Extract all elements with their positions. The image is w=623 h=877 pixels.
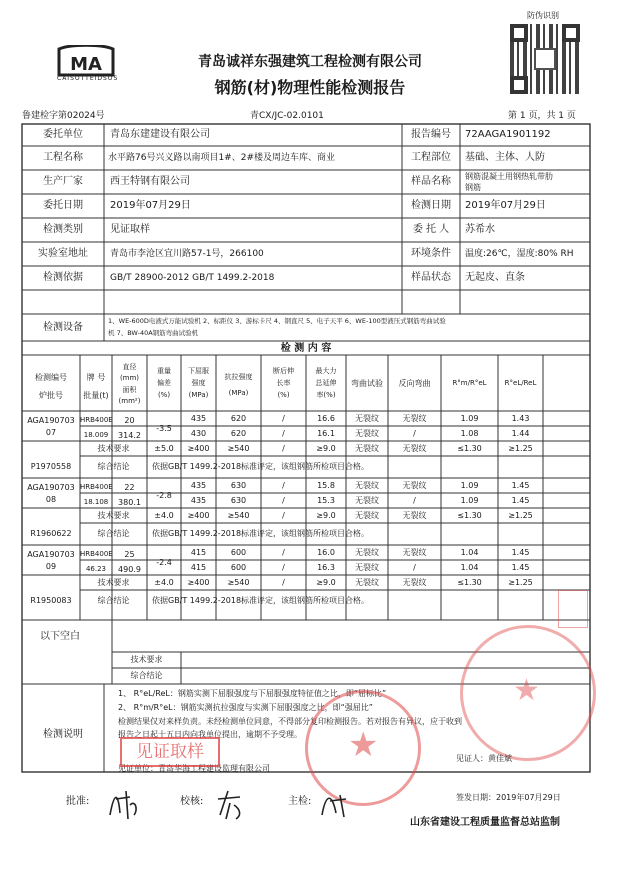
client-label: 委托单位 <box>43 129 83 140</box>
result-cell: 15.8 <box>317 481 335 490</box>
sample-name-label: 样品名称 <box>411 176 451 187</box>
col-diameter: 直径 <box>122 363 137 371</box>
tech-req-cell: 无裂纹 <box>402 511 427 520</box>
main-inspector-label: 主检: <box>288 796 312 807</box>
result-cell: / <box>282 481 285 490</box>
col-grade: 牌 号 <box>86 373 106 382</box>
qr-label: 防伪识别 <box>527 11 559 20</box>
col-ratio-2: R°eL/ReL <box>504 379 537 387</box>
sample-name-value-1: 钢筋混凝土用钢热轧带肋 <box>465 172 553 181</box>
report-no-label: 报告编号 <box>411 129 451 140</box>
sample-batch: 46.23 <box>85 565 107 573</box>
conclusion-text: 依据GB/T 1499.2-2018标准评定，该组钢筋所检项目合格。 <box>152 596 370 605</box>
col-tensile-unit: (MPa) <box>228 389 249 397</box>
conclusion-text: 依据GB/T 1499.2-2018标准评定，该组钢筋所检项目合格。 <box>152 462 370 471</box>
logo-text: MA <box>70 54 102 75</box>
sample-diameter: 20 <box>124 416 135 425</box>
result-cell: 620 <box>230 414 247 423</box>
tech-req-label: 技术要求 <box>97 444 130 453</box>
sample-name-value-2: 钢筋 <box>465 183 481 192</box>
result-cell: / <box>282 548 285 557</box>
sample-area: 314.2 <box>118 431 141 440</box>
maker-value: 西王特钢有限公司 <box>110 176 190 187</box>
tech-req-cell: ≤1.30 <box>457 578 482 587</box>
result-cell: 16.1 <box>317 429 335 438</box>
environment-value: 温度:26℃，湿度:80% RH <box>465 249 574 259</box>
result-cell: 1.45 <box>511 481 530 490</box>
note-4: 报告之日起十五日内向我单位提出，逾期不予受理。 <box>118 730 302 739</box>
tech-req-cell: ≥1.25 <box>508 511 533 520</box>
result-cell: 15.3 <box>317 496 335 505</box>
company-name: 青岛诚祥东强建筑工程检测有限公司 <box>198 54 422 70</box>
page-info: 第 1 页，共 1 页 <box>508 111 576 121</box>
col-ratio-1: R°m/R°eL <box>452 379 487 387</box>
maker-label: 生产厂家 <box>43 176 83 187</box>
col-yield-2: 强度 <box>191 379 206 387</box>
result-cell: 1.43 <box>511 414 530 423</box>
tech-req-cell: ≤1.30 <box>457 444 482 453</box>
blank-marker: 以下空白 <box>40 631 80 642</box>
tech-req-cell: 无裂纹 <box>355 444 379 453</box>
tech-req-cell: 无裂纹 <box>402 578 427 587</box>
sample-weight-dev: -2.8 <box>156 491 172 500</box>
result-cell: 600 <box>230 548 247 557</box>
basis-label: 检测依据 <box>43 272 83 283</box>
sample-batch: 18.009 <box>83 431 109 439</box>
cert-number: 鲁建检字第02024号 <box>22 111 105 121</box>
col-elongation-2: 长率 <box>276 379 291 387</box>
state-label: 样品状态 <box>411 272 451 283</box>
result-cell: 1.09 <box>460 496 479 505</box>
result-cell: 435 <box>190 414 207 423</box>
tech-req-cell: ≥540 <box>227 578 250 587</box>
sample-test-no-suffix: 08 <box>45 495 57 504</box>
tech-req-cell: / <box>282 578 285 587</box>
sample-area: 490.9 <box>118 565 141 574</box>
tech-req-cell: / <box>282 511 285 520</box>
form-code: 青CX/JC-02.0101 <box>250 111 324 121</box>
col-batch: 批量(t) <box>83 391 109 400</box>
lab-address-value: 青岛市李沧区宜川路57-1号，266100 <box>110 249 264 259</box>
note-3: 检测结果仅对来样负责。未经检测单位同意，不得部分复印检测报告。若对报告有异议，应于收到 <box>118 717 462 726</box>
col-max-elong-2: 总延伸 <box>315 379 337 387</box>
tech-req-cell: 无裂纹 <box>402 444 427 453</box>
sample-grade: HRB400E <box>80 416 113 424</box>
logo-subtext: CAISOTTEIDSOS <box>57 75 119 82</box>
project-value: 水平路76号兴义路以南项目1#、2#楼及周边车库、商业 <box>108 153 335 163</box>
col-bend: 弯曲试验 <box>351 379 383 388</box>
result-cell: 600 <box>230 563 247 572</box>
col-tensile: 抗拉强度 <box>224 373 253 381</box>
col-max-elong-unit: 率(%) <box>316 391 336 399</box>
sample-weight-dev: -3.5 <box>156 424 172 433</box>
result-cell: 1.45 <box>511 496 530 505</box>
sample-diameter: 22 <box>124 483 135 492</box>
witness-stamp: 见证取样 <box>120 737 220 767</box>
result-cell: 1.08 <box>460 429 479 438</box>
tech-req-cell: 无裂纹 <box>355 511 379 520</box>
sample-area: 380.1 <box>118 498 141 507</box>
conclusion-label: 综合结论 <box>97 462 130 471</box>
result-cell: / <box>282 496 285 505</box>
sample-batch: 18.108 <box>83 498 109 506</box>
result-cell: 1.45 <box>511 548 530 557</box>
sample-weight-dev: -2.4 <box>156 558 172 567</box>
approve-label: 批准: <box>66 796 90 807</box>
state-value: 无起皮、直条 <box>465 272 525 283</box>
result-cell: 630 <box>230 481 247 490</box>
signatures <box>100 785 360 825</box>
part-value: 基础、主体、人防 <box>465 152 545 163</box>
col-weight-unit: (%) <box>157 391 171 399</box>
category-label: 检测类别 <box>43 224 83 235</box>
witness-unit: 见证单位：青岛华海工程建设监理有限公司 <box>118 764 270 773</box>
col-max-elong: 最大力 <box>315 367 337 375</box>
result-cell: 1.09 <box>460 481 479 490</box>
tech-req-cell: ≥400 <box>187 444 210 453</box>
tech-req-cell: ≥1.25 <box>508 444 533 453</box>
principal-value: 苏希水 <box>465 224 495 235</box>
part-label: 工程部位 <box>411 152 451 163</box>
sample-test-no-suffix: 07 <box>45 428 57 437</box>
inspection-seal-stamp: ★ <box>460 625 596 761</box>
col-elongation-unit: (%) <box>277 391 290 399</box>
tech-req-cell: ≥400 <box>187 511 210 520</box>
tech-req-cell: ≥9.0 <box>316 511 336 520</box>
basis-value: GB/T 28900-2012 GB/T 1499.2-2018 <box>110 273 275 283</box>
col-area: 面积 <box>122 386 137 394</box>
sample-grade: HRB400E <box>80 483 113 491</box>
category-value: 见证取样 <box>110 224 150 235</box>
col-heat-no: 炉批号 <box>39 391 63 400</box>
result-cell: / <box>413 563 416 572</box>
result-cell: 无裂纹 <box>402 548 427 557</box>
date-stamp <box>558 590 588 628</box>
notes-label: 检测说明 <box>43 729 83 740</box>
result-cell: 1.45 <box>511 563 530 572</box>
col-reverse-bend: 反向弯曲 <box>398 379 431 388</box>
result-cell: 无裂纹 <box>355 481 379 490</box>
supervisor-text: 山东省建设工程质量监督总站监制 <box>410 817 560 828</box>
environment-label: 环境条件 <box>411 248 451 259</box>
project-label: 工程名称 <box>43 152 83 163</box>
tech-req-cell: 无裂纹 <box>355 578 379 587</box>
sample-test-no: AGA190703 <box>27 550 75 559</box>
lab-address-label: 实验室地址 <box>38 248 88 259</box>
principal-label: 委 托 人 <box>412 224 450 235</box>
result-cell: 无裂纹 <box>402 481 427 490</box>
col-area-unit: (mm²) <box>118 397 141 405</box>
result-cell: 无裂纹 <box>355 414 379 423</box>
conclusion-label: 综合结论 <box>97 596 130 605</box>
result-cell: 435 <box>190 481 207 490</box>
conclusion-text: 依据GB/T 1499.2-2018标准评定，该组钢筋所检项目合格。 <box>152 529 370 538</box>
report-no-value: 72AAGA1901192 <box>465 129 551 140</box>
conclusion-label: 综合结论 <box>97 529 130 538</box>
result-cell: 1.09 <box>460 414 479 423</box>
note-2: 2、 R°m/R°eL：钢筋实测抗拉强度与实测下屈服强度之比，即“强屈比” <box>118 703 373 712</box>
note-1: 1、 R°eL/ReL：钢筋实测下屈服强度与下屈服强度特征值之比，即“屈标比” <box>118 689 387 698</box>
check-label: 校核: <box>180 796 204 807</box>
entrust-date-label: 委托日期 <box>43 200 83 211</box>
tech-req-cell: / <box>282 444 285 453</box>
sample-heat-no: R1960622 <box>30 529 72 538</box>
equipment-value-1: 1、WE-600D电液式万能试验机 2、标距仪 3、游标卡尺 4、钢直尺 5、电子天平 6、WE-100型液压式钢筋弯曲试验 <box>108 317 446 325</box>
result-cell: / <box>282 563 285 572</box>
tech-req-cell: ≥540 <box>227 511 250 520</box>
result-cell: 无裂纹 <box>355 563 379 572</box>
col-yield: 下屈服 <box>188 367 209 375</box>
result-cell: 16.3 <box>317 563 335 572</box>
result-cell: 430 <box>190 429 207 438</box>
result-cell: / <box>413 429 416 438</box>
tech-req-cell: ±4.0 <box>154 511 174 520</box>
result-cell: / <box>282 414 285 423</box>
tech-req-cell: ≥540 <box>227 444 250 453</box>
client-value: 青岛东建建设有限公司 <box>110 129 210 140</box>
result-cell: 无裂纹 <box>355 548 379 557</box>
col-weight-dev: 偏差 <box>157 379 171 387</box>
result-cell: 无裂纹 <box>355 496 379 505</box>
result-cell: 无裂纹 <box>355 429 379 438</box>
sample-heat-no: R1950083 <box>30 596 72 605</box>
col-test-no: 检测编号 <box>35 373 67 382</box>
entrust-date-value: 2019年07月29日 <box>110 200 191 211</box>
sample-test-no: AGA190703 <box>27 483 75 492</box>
tech-req-label: 技术要求 <box>97 511 130 520</box>
tech-req-cell: ±4.0 <box>154 578 174 587</box>
blank-req-label: 技术要求 <box>130 655 163 664</box>
tech-req-cell: ≥1.25 <box>508 578 533 587</box>
test-section-title: 检 测 内 容 <box>280 343 332 354</box>
result-cell: / <box>413 496 416 505</box>
result-cell: 1.04 <box>460 548 479 557</box>
test-date-value: 2019年07月29日 <box>465 200 546 211</box>
result-cell: / <box>282 429 285 438</box>
company-seal-stamp: ★ <box>305 690 421 806</box>
sample-test-no: AGA190703 <box>27 416 75 425</box>
col-yield-unit: (MPa) <box>188 391 209 399</box>
sample-test-no-suffix: 09 <box>45 562 57 571</box>
sample-grade: HRB400E <box>80 550 113 558</box>
result-cell: 16.0 <box>317 548 335 557</box>
tech-req-label: 技术要求 <box>97 578 130 587</box>
blank-concl-label: 综合结论 <box>130 671 163 680</box>
equipment-label: 检测设备 <box>43 322 83 333</box>
report-title: 钢筋(材)物理性能检测报告 <box>214 78 406 97</box>
result-cell: 415 <box>190 563 207 572</box>
result-cell: 435 <box>190 496 207 505</box>
tech-req-cell: ≥9.0 <box>316 578 336 587</box>
col-weight: 重量 <box>157 367 171 375</box>
tech-req-cell: ≤1.30 <box>457 511 482 520</box>
col-elongation: 断后伸 <box>273 367 294 375</box>
sample-heat-no: P1970558 <box>30 462 72 471</box>
result-cell: 630 <box>230 496 247 505</box>
result-cell: 1.04 <box>460 563 479 572</box>
test-date-label: 检测日期 <box>411 200 451 211</box>
result-cell: 1.44 <box>511 429 530 438</box>
issue-date: 签发日期：2019年07月29日 <box>456 793 561 802</box>
tech-req-cell: ≥400 <box>187 578 210 587</box>
result-cell: 620 <box>230 429 247 438</box>
witness-person: 见证人：黄佳斌 <box>456 754 512 763</box>
tech-req-cell: ±5.0 <box>154 444 174 453</box>
result-cell: 415 <box>190 548 207 557</box>
result-cell: 无裂纹 <box>402 414 427 423</box>
col-diameter-unit: (mm) <box>119 374 140 382</box>
result-cell: 16.6 <box>317 414 335 423</box>
tech-req-cell: ≥9.0 <box>316 444 336 453</box>
sample-diameter: 25 <box>124 550 135 559</box>
equipment-value-2: 机 7、BW-40A钢筋弯曲试验机 <box>108 329 199 337</box>
